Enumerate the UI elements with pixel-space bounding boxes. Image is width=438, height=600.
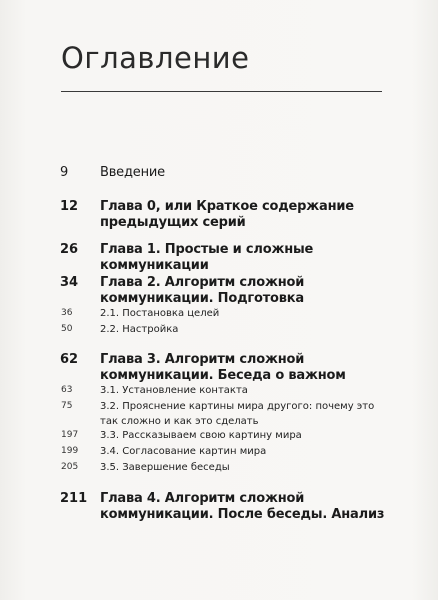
toc-page-number: 63 [61, 385, 73, 395]
toc-entry-title: 3.2. Прояснение картины мира другого: почему это так сложно и как это сделать [100, 401, 375, 427]
toc-entry-title: Глава 3. Алгоритм сложной коммуникации. Беседа о важном [100, 352, 346, 383]
toc-entry-title: 2.1. Постановка целей [100, 308, 220, 319]
toc-entry-title: Глава 0, или Краткое содержание предыдущих серий [100, 199, 354, 230]
toc-page-number: 197 [61, 430, 79, 440]
toc-entry-title: 3.3. Рассказываем свою картину мира [100, 430, 302, 441]
toc-page-number: 50 [61, 324, 73, 334]
toc-entry-title: 2.2. Настройка [100, 324, 179, 335]
toc-page-number: 36 [61, 308, 73, 318]
toc-page-number: 9 [60, 165, 69, 180]
toc-entry-title: 3.1. Установление контакта [100, 385, 248, 396]
toc-entry-title: Глава 2. Алгоритм сложной коммуникации. Подготовка [100, 275, 305, 306]
toc-page-number: 12 [60, 199, 79, 214]
page-title: Оглавление [61, 41, 250, 75]
toc-entry-title: Глава 4. Алгоритм сложной коммуникации. После беседы. Анализ [100, 491, 385, 522]
toc-page-number: 199 [61, 446, 79, 456]
toc-entry-title: 3.4. Согласование картин мира [100, 446, 267, 457]
toc-page-number: 211 [60, 491, 88, 506]
toc-entry-title: Глава 1. Простые и сложные коммуникации [100, 242, 314, 273]
toc-page-number: 26 [60, 242, 79, 257]
toc-page-number: 75 [61, 401, 73, 411]
toc-page-number: 205 [61, 462, 79, 472]
toc-page-number: 62 [60, 352, 79, 367]
toc-entry-title: 3.5. Завершение беседы [100, 462, 230, 473]
toc-page-number: 34 [60, 275, 79, 290]
toc-entry-title: Введение [100, 165, 165, 180]
